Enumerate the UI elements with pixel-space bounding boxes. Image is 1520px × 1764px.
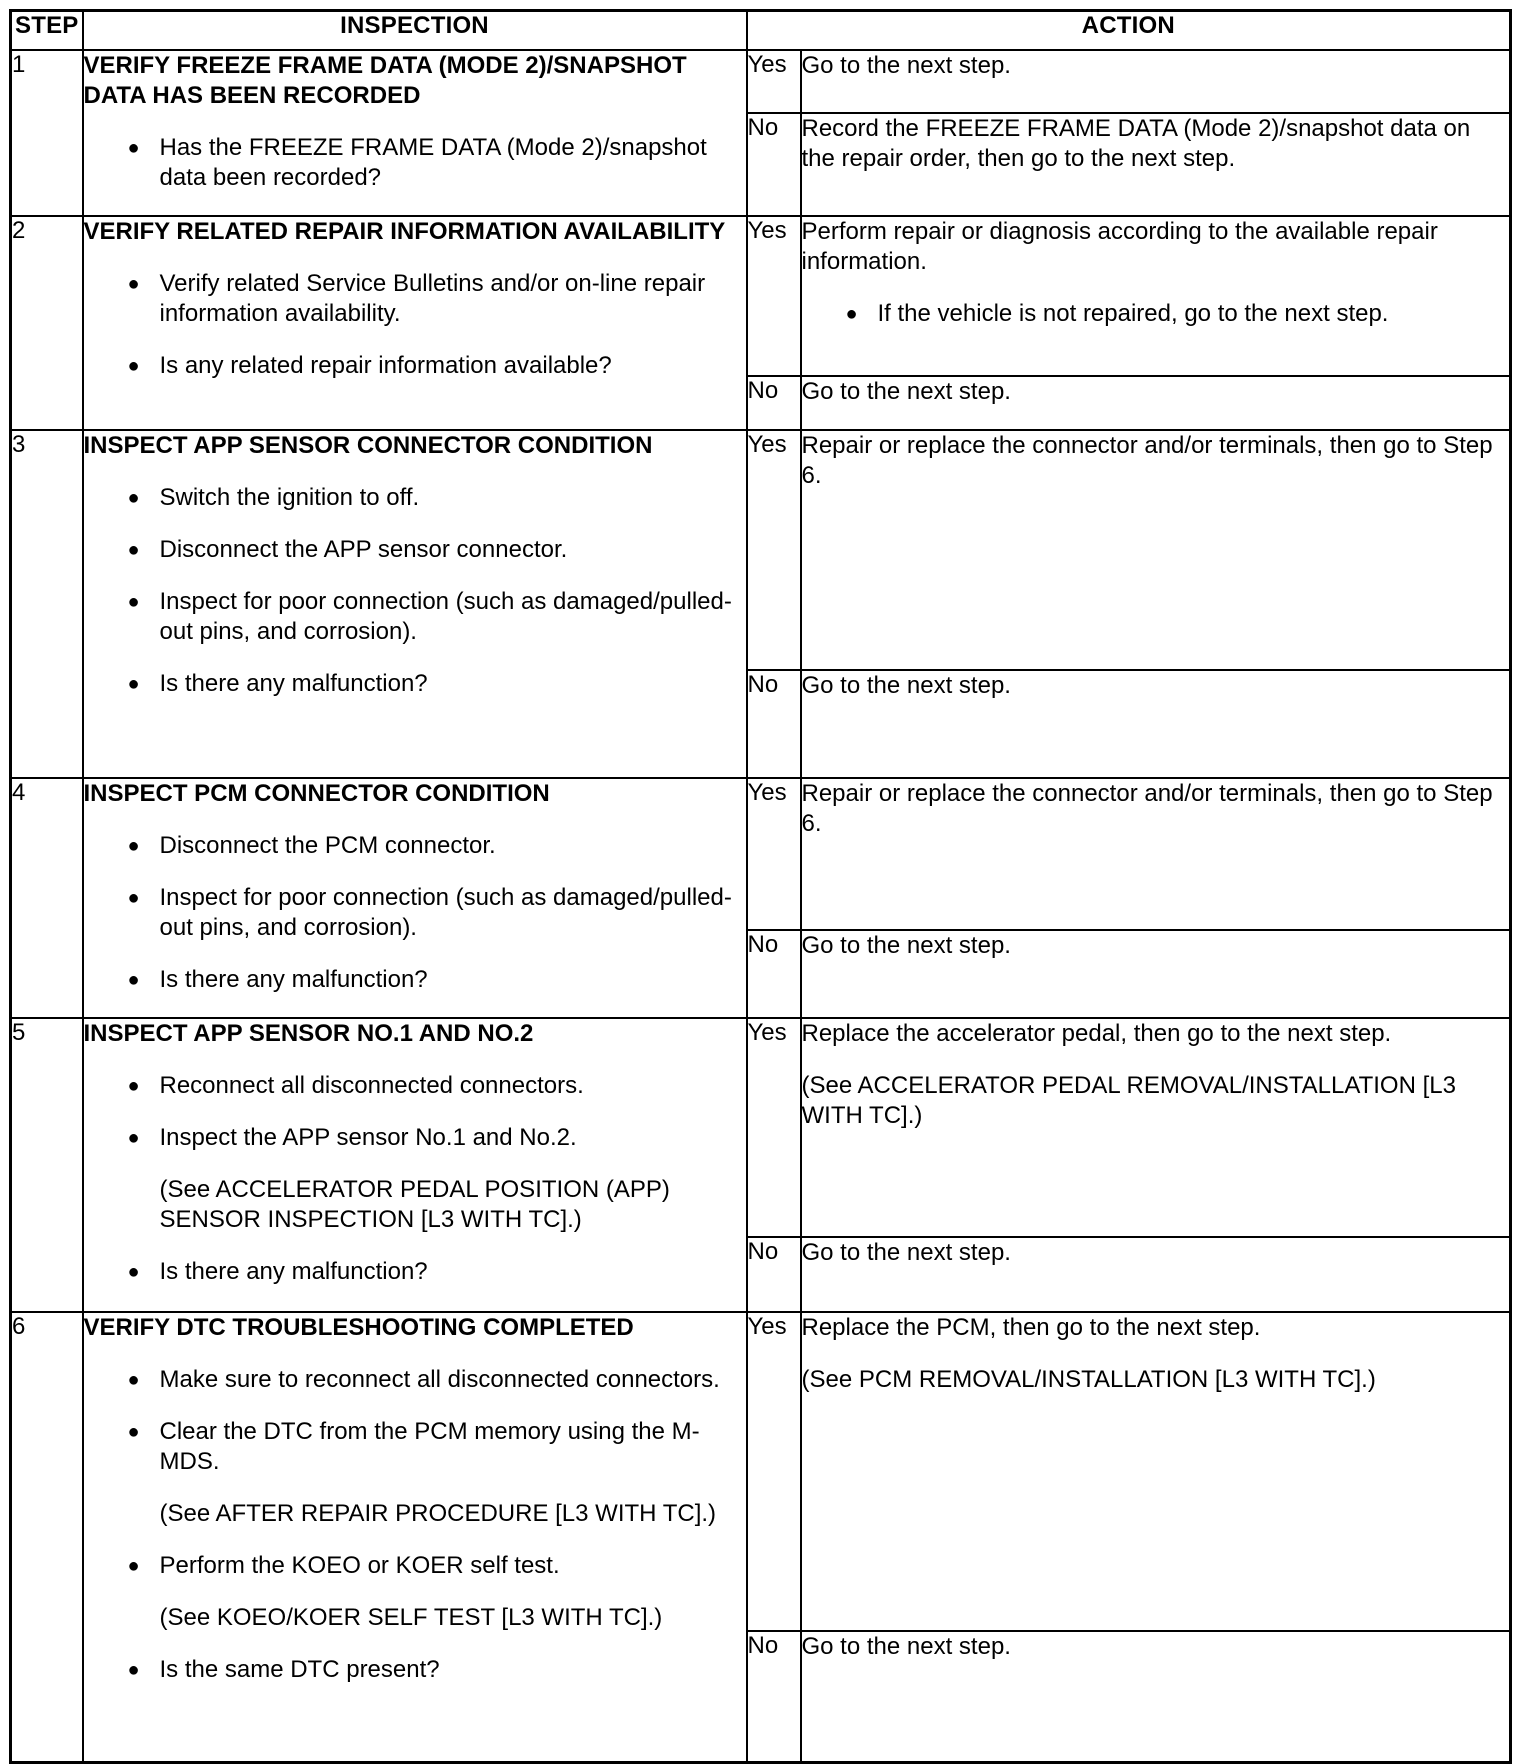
action-list [802,299,1510,329]
step-5-inspection [83,1018,747,1312]
inspection-list [84,831,746,995]
step-3-yes-row [11,430,1511,670]
inspection-list [84,483,746,699]
inspection-item: ● Verify related Service Bulletins and/or on-line repair information availability. [84,269,746,329]
inspection-item: ● Is there any malfunction? [84,965,746,995]
yes-action [801,1312,1511,1631]
action-text: Repair or replace the connector and/or terminals, then go to Step 6. [801,432,1493,489]
step-number: 6 [11,1312,83,1762]
yes-action [801,216,1511,376]
inspection-item: ● Disconnect the PCM connector. [84,831,746,861]
inspection-reference-note: (See ACCELERATOR PEDAL POSITION (APP) SENSOR INSPECTION [L3 WITH TC].) [159,1176,670,1233]
inspection-list [84,1365,746,1685]
inspection-list [84,269,746,381]
diagnostic-procedure-sheet [9,9,1509,1701]
step-4-yes-row [11,778,1511,930]
inspection-item: ● Switch the ignition to off. [84,483,746,513]
yes-label: Yes [747,216,801,376]
action-text: Go to the next step. [801,52,1011,79]
action-text: Record the FREEZE FRAME DATA (Mode 2)/snapshot data on the repair order, then go to the next step. [801,115,1471,173]
no-action [801,376,1511,430]
step-5-yes-row [11,1018,1511,1237]
no-label: No [747,1631,801,1762]
step-title: INSPECT APP SENSOR NO.1 AND NO.2 [83,1020,534,1047]
step-1-yes-row [11,50,1511,113]
action-text: Replace the PCM, then go to the next step. [801,1314,1261,1341]
troubleshooting-table [9,9,1512,1764]
step-6-yes-row [11,1312,1511,1631]
inspection-item: ● Disconnect the APP sensor connector. [84,535,746,565]
yes-label: Yes [747,430,801,670]
inspection-reference-note: (See AFTER REPAIR PROCEDURE [L3 WITH TC].) [159,1500,717,1527]
inspection-item: ● Is there any malfunction? [84,1257,746,1287]
no-label: No [747,1237,801,1312]
inspection-item: ● Is there any malfunction? [84,669,746,699]
action-reference: (See PCM REMOVAL/INSTALLATION [L3 WITH TC].) [801,1366,1376,1393]
header-row [11,11,1511,51]
step-6-inspection [83,1312,747,1762]
yes-label: Yes [747,1312,801,1631]
no-action [801,670,1511,778]
inspection-item: ● Has the FREEZE FRAME DATA (Mode 2)/snapshot data been recorded? [84,133,746,193]
step-number: 3 [11,430,83,778]
step-number: 4 [11,778,83,1018]
yes-action [801,430,1511,670]
action-text: Replace the accelerator pedal, then go to the next step. [801,1020,1392,1047]
yes-label: Yes [747,50,801,113]
inspection-item: ● Inspect for poor connection (such as damaged/pulled-out pins, and corrosion). [84,587,746,647]
inspection-item: ● Make sure to reconnect all disconnected connectors. [84,1365,746,1395]
inspection-item: ● Inspect the APP sensor No.1 and No.2. [84,1123,746,1153]
inspection-item: ● Is any related repair information available? [84,351,746,381]
step-4-inspection [83,778,747,1018]
step-number: 2 [11,216,83,430]
inspection-item: ● Clear the DTC from the PCM memory using the M-MDS. [84,1417,746,1477]
header-inspection: INSPECTION [83,11,747,51]
step-title: VERIFY FREEZE FRAME DATA (MODE 2)/SNAPSHOT DATA HAS BEEN RECORDED [83,52,687,109]
action-text: Go to the next step. [801,1239,1011,1266]
yes-label: Yes [747,1018,801,1237]
no-label: No [747,930,801,1018]
action-text: Perform repair or diagnosis according to the available repair information. [801,218,1438,275]
step-number: 1 [11,50,83,216]
step-number: 5 [11,1018,83,1312]
action-text: Repair or replace the connector and/or terminals, then go to Step 6. [801,780,1493,837]
step-title: INSPECT PCM CONNECTOR CONDITION [83,780,550,807]
action-text: Go to the next step. [801,672,1011,699]
header-step: STEP [11,11,83,51]
step-2-inspection [83,216,747,430]
yes-action [801,1018,1511,1237]
no-action [801,930,1511,1018]
step-title: VERIFY RELATED REPAIR INFORMATION AVAILABILITY [83,218,726,245]
no-action [801,113,1511,216]
action-bullet: ● If the vehicle is not repaired, go to the next step. [802,299,1510,329]
no-action [801,1631,1511,1762]
header-action: ACTION [747,11,1511,51]
inspection-item: ● Perform the KOEO or KOER self test. [84,1551,746,1581]
action-text: Go to the next step. [801,931,1011,959]
inspection-list [84,1071,746,1287]
yes-action [801,778,1511,930]
inspection-item: ● Is the same DTC present? [84,1655,746,1685]
inspection-item: ● Reconnect all disconnected connectors. [84,1071,746,1101]
no-label: No [747,376,801,430]
inspection-item: ● Inspect for poor connection (such as damaged/pulled-out pins, and corrosion). [84,883,746,943]
inspection-reference-note: (See KOEO/KOER SELF TEST [L3 WITH TC].) [159,1604,663,1631]
yes-action [801,50,1511,113]
action-reference: (See ACCELERATOR PEDAL REMOVAL/INSTALLATION [L3 WITH TC].) [801,1072,1456,1129]
no-label: No [747,113,801,216]
step-title: INSPECT APP SENSOR CONNECTOR CONDITION [83,432,653,459]
inspection-list [84,133,746,193]
action-text: Go to the next step. [801,1633,1011,1660]
step-title: VERIFY DTC TROUBLESHOOTING COMPLETED [83,1314,634,1341]
yes-label: Yes [747,778,801,930]
no-action [801,1237,1511,1312]
step-2-yes-row [11,216,1511,376]
action-text: Go to the next step. [801,378,1011,405]
no-label: No [747,670,801,778]
step-3-inspection [83,430,747,778]
step-1-inspection [83,50,747,216]
